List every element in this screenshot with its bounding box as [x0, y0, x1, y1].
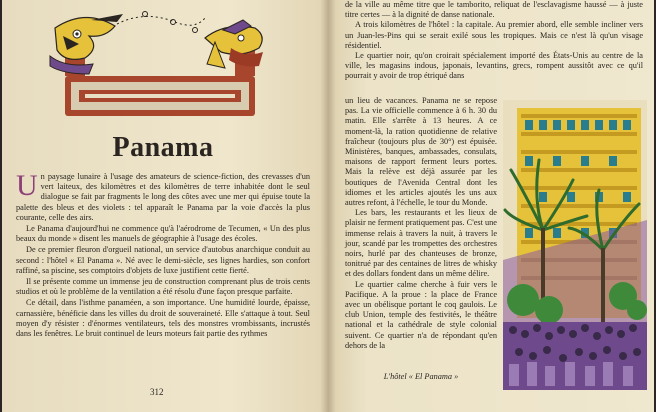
right-top-text — [345, 0, 643, 82]
left-paragraph-1-text: n paysage lunaire à l'usage des amateurs de science-fiction, des crevasses d'un vert laiteux, des kilomètres et des kilomètres de terre inhabitée dont le seul dialogue se fait par fragments le long des côtes avec une mer qui épuise toute la palette des bleus et des violets : tel apparaît le Panama par la voie d'accès la plus courante, celle des airs. — [16, 172, 310, 222]
right-paragraph-4: un lieu de vacances. Panama ne se repose pas. La vie officielle commence à 6 h. 30 du matin. Elle s'arrête à 13 heures. A ce moment-là, la ration quotidienne de relative fraîcheur (toujours plus de 30°) est épuisée. Ministères, banques, ambassades, consulats, maisons de rapport ferment leurs portes. Mais la relève est déjà assurée par les boutiques de l'Avenida Central dont les idiomes et les articles ajoutés les uns aux autres refont, à l'échelle, le tour du Monde. — [345, 96, 497, 208]
page-number: 312 — [150, 387, 164, 397]
right-paragraph-2: A trois kilomètres de l'hôtel : la capitale. Au premier abord, elle semble incliner vers un Juan-les-Pins qui se serait exilé sous les tropiques. Mais ce n'est là qu'un visage résidentiel. — [345, 20, 643, 50]
right-paragraph-1: de la ville au même titre que le tamborito, reliquat de l'esclavagisme haussé — à juste titre certes — à la dignité de danse nationale. — [345, 0, 643, 20]
chapter-title: Panama — [112, 132, 214, 163]
left-paragraph-3: De ce premier fleuron d'orgueil national, un service d'autobus anarchique conduit au second : l'hôtel « El Panama ». Né avec le demi-siècle, ses lignes hardies, son confort raffiné, sa piscine, ses comptoirs d'objets de luxe justifient cette fierté. — [16, 245, 310, 275]
right-column-text — [345, 96, 497, 351]
right-paragraph-5: Les bars, les restaurants et les lieux de plaisir ne ferment pratiquement pas. C'est une immense relais à travers la nuit, à travers le jour, scandé par les trompettes des orchestres noirs, hurlé par des chanteuses de bronze, tonitrué par des centaines de litres de whisky et des dollars fondent dans un même délire. — [345, 208, 497, 279]
dropcap-letter: U — [16, 169, 38, 202]
left-body-text — [16, 169, 310, 340]
left-paragraph-5: Ce détail, dans l'isthme panaméen, a son importance. Une humidité lourde, épaisse, carnassière, bénéficie dans les villes du droit de souveraineté. Elle s'attaque à tout. Seul moyen d'y résister : d'énormes ventilateurs, tels des monstres vrombissants, incrustés dans les fenêtres. Le bruit continuel de leurs moteurs fait partie des rythmes — [16, 298, 310, 339]
book-gutter — [320, 0, 336, 412]
right-paragraph-3: Le quartier noir, qu'on croirait spécialement importé des États-Unis au centre de la ville, les magasins indous, japonais, levantins, grecs, rompent aussitôt avec ce qu'il pourrait y avoir de trop étriqué dans — [345, 51, 643, 81]
left-paragraph-4: Il se présente comme un immense jeu de construction comprenant plus de trois cents studios et où le problème de la ventilation a été résolu d'une façon presque parfaite. — [16, 277, 310, 297]
right-paragraph-6: Le quartier calme cherche à fuir vers le Pacifique. A la proue : la place de France avec un obélisque portant le coq gaulois. Le club Union, temple des festivités, le théâtre national et la cathédrale de style colonial suivent. Ce quartier n'a de répondant qu'en dehors de la — [345, 279, 497, 350]
left-paragraph-2: Le Panama d'aujourd'hui ne commence qu'à l'aérodrome de Tecumen, « Un des plus beaux du monde » disent les manuels de géographie à l'usage des écoles. — [16, 224, 310, 244]
illustration-caption: L'hôtel « El Panama » — [383, 372, 459, 381]
left-paragraph-1 — [16, 169, 310, 223]
pre-columbian-header-illustration — [45, 8, 275, 126]
hotel-el-panama-illustration — [503, 100, 647, 390]
